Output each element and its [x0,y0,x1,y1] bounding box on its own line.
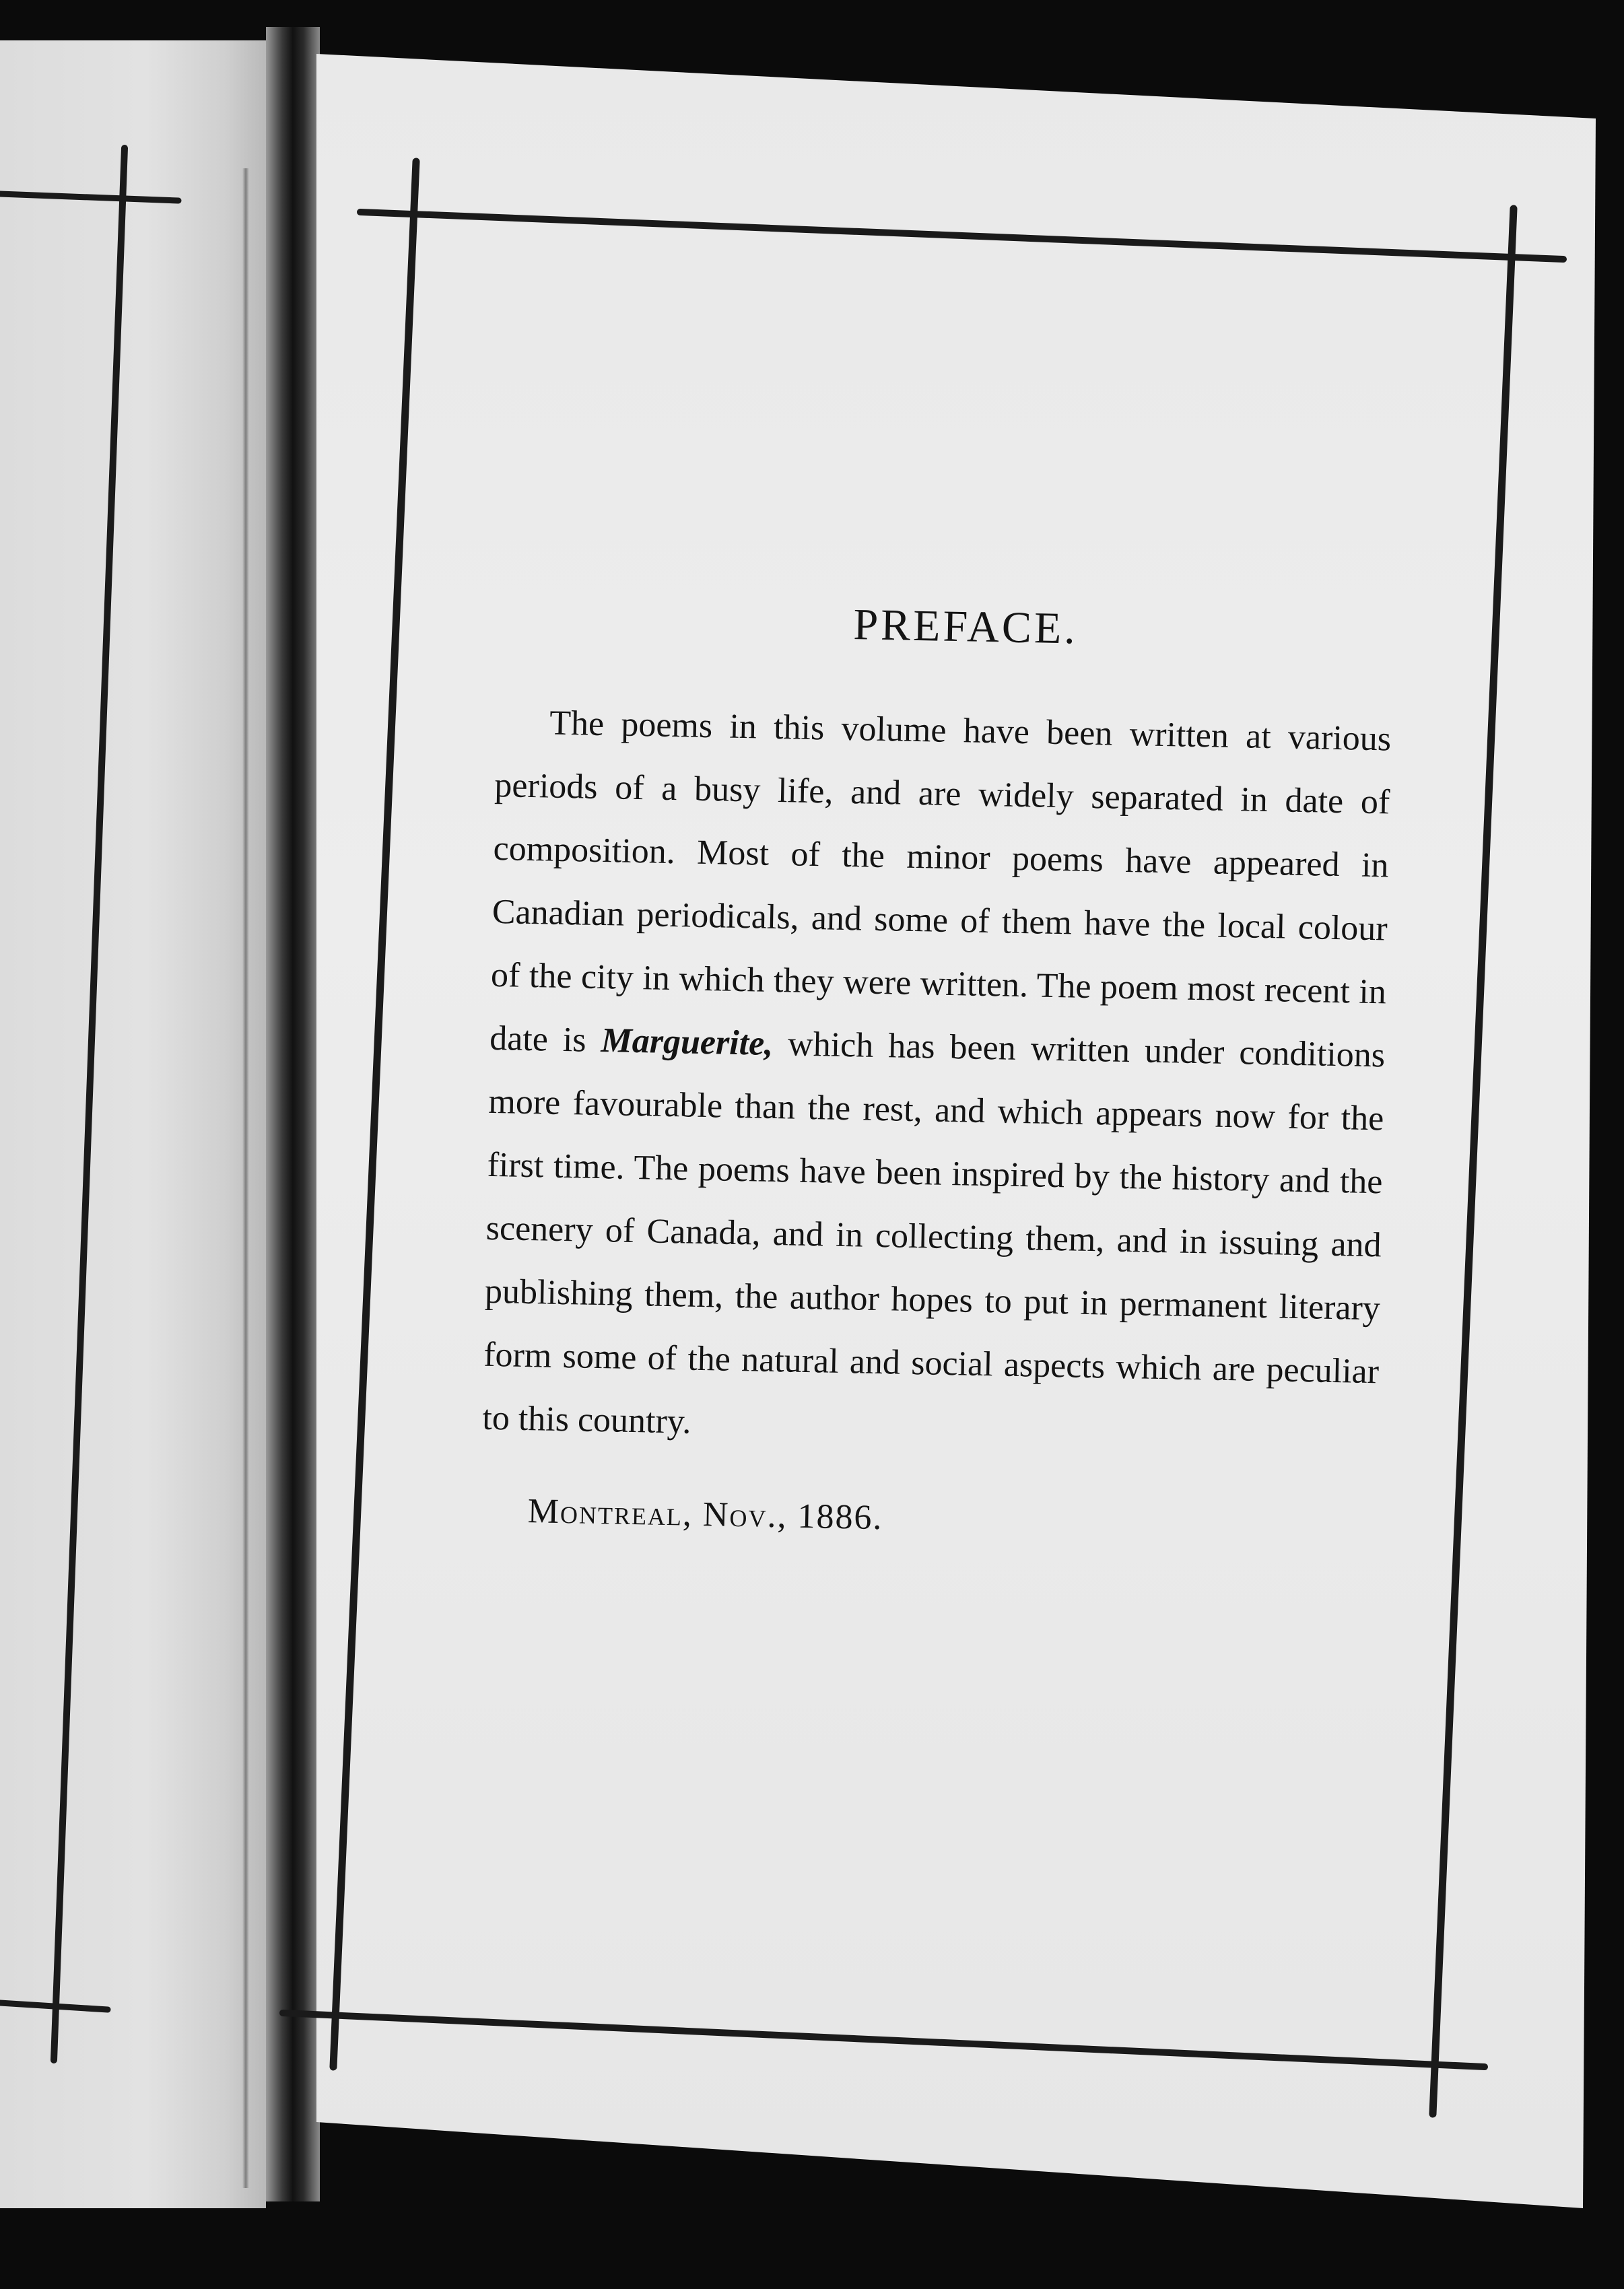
poem-title-marguerite: Marguerite, [601,1021,774,1063]
preface-paragraph [482,691,1392,1467]
signoff-year: 1886. [797,1497,884,1538]
signoff-place: Montreal, [527,1492,693,1534]
frame-top-rule [360,212,1563,259]
frame-bottom-rule [283,2013,1485,2067]
left-page-vertical-rule [54,148,125,2060]
frame-left-rule [333,162,416,2067]
paragraph-text-end: which has been written under conditions more favourable than the rest, and which appears now for the first time. The poems have been inspired by the history and the scenery of Canada, and in collecting them, and in issuing and publishing them, the author hopes to put in permanent literary form some of the natural and social aspects which are peculiar to this country. [481,1025,1386,1441]
page-title: PREFACE. [852,600,1079,654]
preface-text-block [480,592,1393,1547]
left-page-bottom-rule [0,2003,108,2010]
signoff-month: Nov., [702,1495,788,1536]
frame-right-rule [1433,209,1514,2114]
paragraph-text-start: The poems in this volume have been written at various periods of a busy life, and are widely separated in date of composition. Most of the minor poems have appeared in Canadian periodicals, and some of them have the local colour of the city in which they were written. The poem most recent in date is [489,704,1392,1060]
left-page-top-rule [0,194,178,201]
